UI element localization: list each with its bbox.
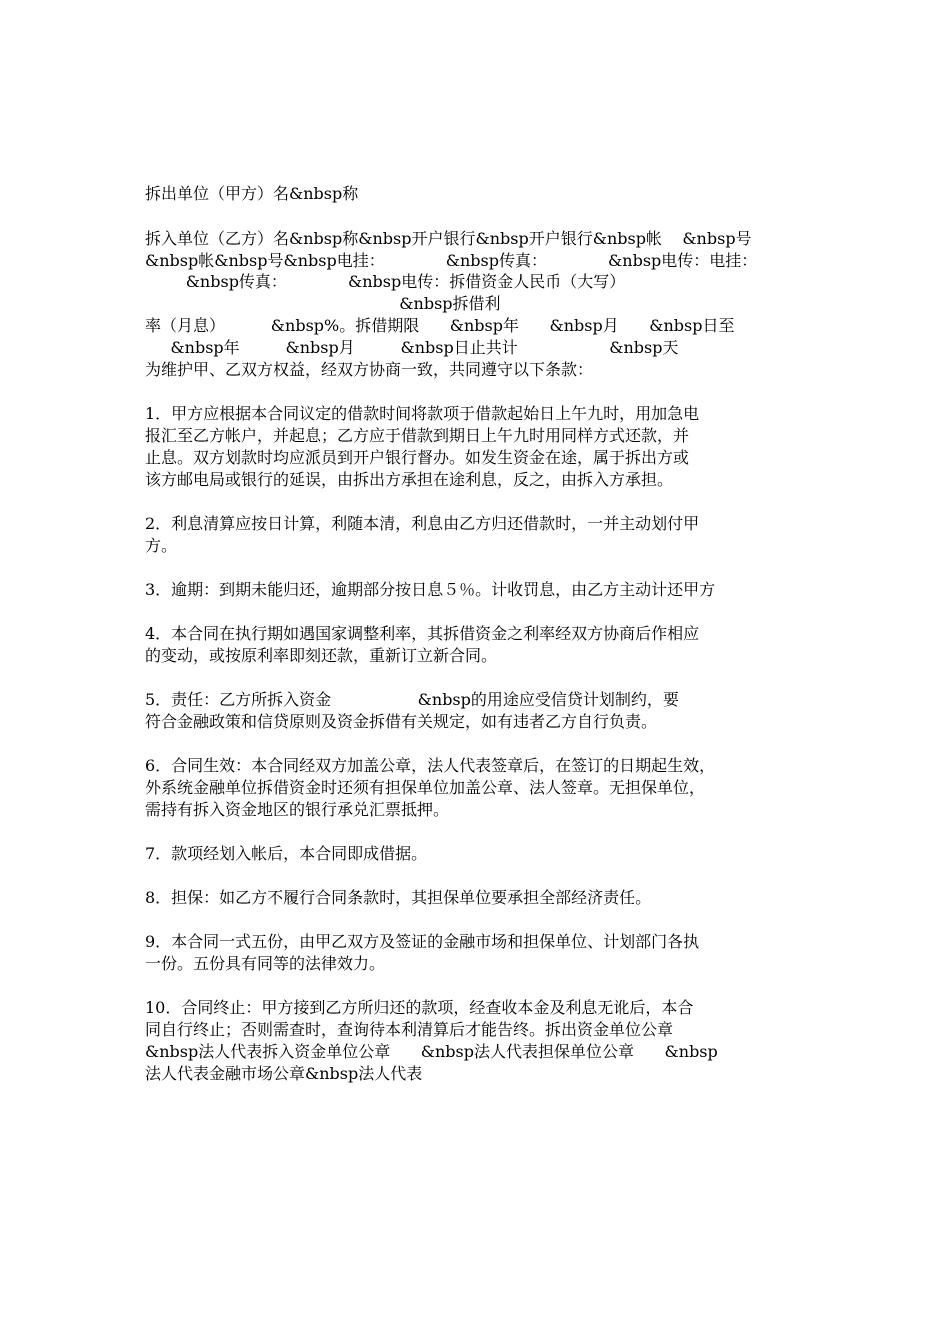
clause-1-line-1: 1．甲方应根据本合同议定的借款时间将款项于借款起始日上午九时，用加急电 <box>145 404 700 423</box>
borrower-info-line-3: &nbsp传真： &nbsp电传：拆借资金人民币（大写） <box>145 272 626 291</box>
lender-name-line: 拆出单位（甲方）名&nbsp称 <box>145 184 359 203</box>
borrower-info-line-1: 拆入单位（乙方）名&nbsp称&nbsp开户银行&nbsp开户银行&nbsp帐 &nbsp号 <box>145 229 752 248</box>
clause-9-line-1: 9．本合同一式五份，由甲乙双方及签证的金融市场和担保单位、计划部门各执 <box>145 932 700 951</box>
clause-7-line-1: 7．款项经划入帐后，本合同即成借据。 <box>145 844 428 863</box>
clause-1-line-4: 该方邮电局或银行的延误，由拆出方承担在途利息，反之，由拆入方承担。 <box>145 470 674 489</box>
clause-6-line-2: 外系统金融单位拆借资金时还须有担保单位加盖公章、法人签章。无担保单位， <box>145 778 706 797</box>
clause-3-line-1: 3．逾期：到期未能归还，逾期部分按日息５％。计收罚息，由乙方主动计还甲方 <box>145 580 716 599</box>
clause-10-line-2: 同自行终止；否则需查时，查询待本利清算后才能告终。拆出资金单位公章 <box>145 1020 674 1039</box>
clause-2-line-2: 方。 <box>145 536 178 555</box>
signature-line-1: &nbsp法人代表拆入资金单位公章 &nbsp法人代表担保单位公章 &nbsp <box>145 1042 718 1061</box>
clause-6-line-1: 6．合同生效：本合同经双方加盖公章，法人代表签章后，在签订的日期起生效， <box>145 756 716 775</box>
loan-rate-line-2: 率（月息） &nbsp%。拆借期限 &nbsp年 &nbsp月 &nbsp日至 <box>145 316 735 335</box>
clause-5-line-1: 5．责任：乙方所拆入资金 &nbsp的用途应受信贷计划制约，要 <box>145 690 679 709</box>
clause-5-line-2: 符合金融政策和信贷原则及资金拆借有关规定，如有违者乙方自行负责。 <box>145 712 658 731</box>
clause-10-line-1: 10．合同终止：甲方接到乙方所归还的款项，经查收本金及利息无讹后，本合 <box>145 998 694 1017</box>
loan-term-line: &nbsp年 &nbsp月 &nbsp日止共计 &nbsp天 <box>145 338 679 357</box>
clause-4-line-1: 4．本合同在执行期如遇国家调整利率，其拆借资金之利率经双方协商后作相应 <box>145 624 700 643</box>
clause-1-line-3: 止息。双方划款时均应派员到开户银行督办。如发生资金在途，属于拆出方或 <box>145 448 690 467</box>
clause-2-line-1: 2．利息清算应按日计算，利随本清，利息由乙方归还借款时，一并主动划付甲 <box>145 514 700 533</box>
clause-4-line-2: 的变动，或按原利率即刻还款，重新订立新合同。 <box>145 646 498 665</box>
clause-1-line-2: 报汇至乙方帐户，并起息；乙方应于借款到期日上午九时用同样方式还款，并 <box>145 426 690 445</box>
clause-6-line-3: 需持有拆入资金地区的银行承兑汇票抵押。 <box>145 800 450 819</box>
signature-line-2: 法人代表金融市场公章&nbsp法人代表 <box>145 1064 423 1083</box>
clause-8-line-1: 8．担保：如乙方不履行合同条款时，其担保单位要承担全部经济责任。 <box>145 888 652 907</box>
loan-rate-line-1: &nbsp拆借利 <box>145 294 501 313</box>
clause-9-line-2: 一份。五份具有同等的法律效力。 <box>145 954 386 973</box>
borrower-info-line-2: &nbsp帐&nbsp号&nbsp电挂： &nbsp传真： &nbsp电传：电挂： <box>145 251 758 270</box>
preamble-line: 为维护甲、乙双方权益，经双方协商一致，共同遵守以下条款： <box>145 360 594 379</box>
